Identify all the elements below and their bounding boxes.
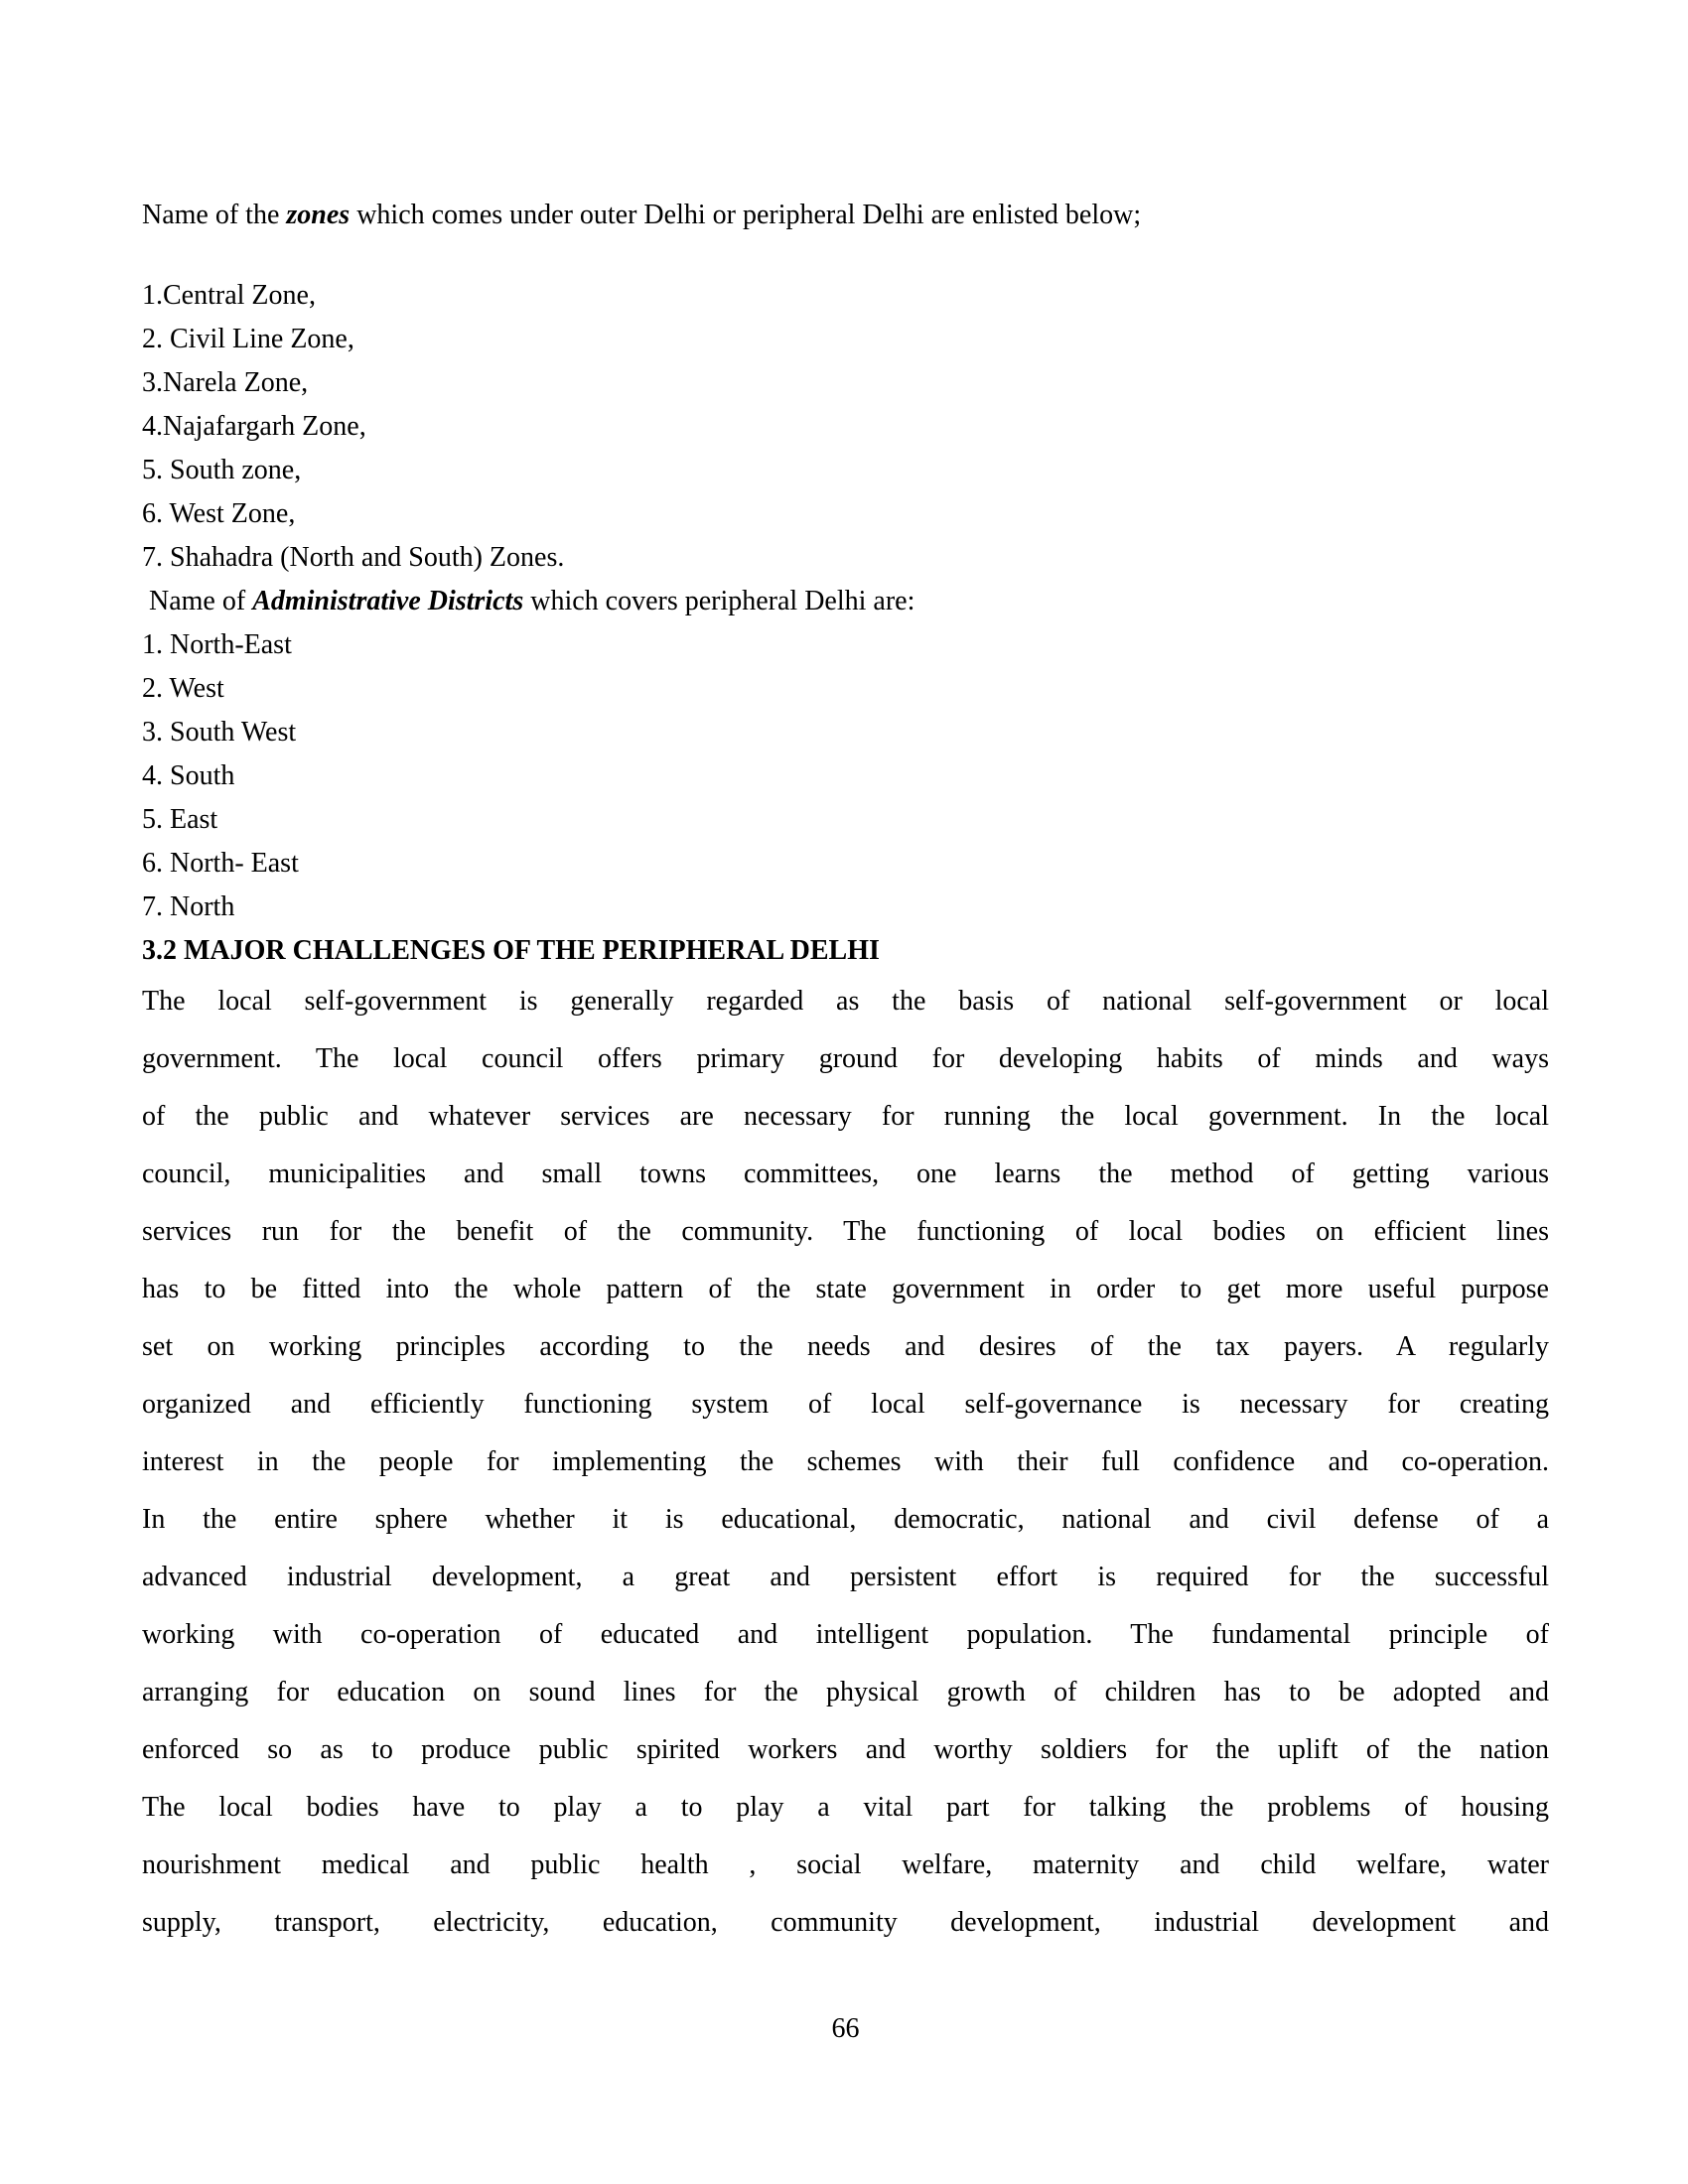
text-segment: zones	[286, 200, 351, 230]
paragraph-line: advanced industrial development, a great and persistent effort is required for the successful	[142, 1562, 1549, 1592]
list-item: 4. South	[142, 760, 235, 791]
list-item: 3.Narela Zone,	[142, 367, 309, 398]
page-content	[142, 194, 1549, 2051]
text-segment: Administrative Districts	[252, 586, 524, 616]
paragraph-line: government. The local council offers primary ground for developing habits of minds and ways	[142, 1043, 1549, 1074]
text-segment: which comes under outer Delhi or peripheral Delhi are enlisted below;	[350, 200, 1142, 230]
text-segment: Name of the	[142, 200, 287, 230]
paragraph-line: set on working principles according to the needs and desires of the tax payers. A regularly	[142, 1331, 1549, 1362]
paragraph-line: of the public and whatever services are necessary for running the local government. In the local	[142, 1101, 1549, 1132]
zones-intro-line	[142, 194, 1549, 237]
text-segment: which covers peripheral Delhi are:	[523, 586, 915, 616]
list-item: 2. West	[142, 673, 224, 704]
paragraph-line: The local self-government is generally regarded as the basis of national self-government or local	[142, 986, 1549, 1017]
section-heading: 3.2 MAJOR CHALLENGES OF THE PERIPHERAL DELHI	[142, 935, 880, 966]
districts-intro-line	[142, 580, 1549, 623]
paragraph-line: In the entire sphere whether it is educational, democratic, national and civil defense of a	[142, 1504, 1549, 1535]
list-item: 7. North	[142, 891, 235, 922]
paragraph-line: nourishment medical and public health , social welfare, maternity and child welfare, water	[142, 1849, 1549, 1880]
paragraph-line: The local bodies have to play a to play a vital part for talking the problems of housing	[142, 1792, 1549, 1823]
list-item: 6. West Zone,	[142, 498, 296, 529]
list-item: 5. South zone,	[142, 455, 302, 485]
paragraph-line: has to be fitted into the whole pattern of the state government in order to get more useful purpose	[142, 1274, 1549, 1304]
list-item: 1.Central Zone,	[142, 280, 316, 311]
paragraph-line: working with co-operation of educated and intelligent population. The fundamental principle of	[142, 1619, 1549, 1650]
list-item: 7. Shahadra (North and South) Zones.	[142, 542, 565, 573]
list-item: 4.Najafargarh Zone,	[142, 411, 366, 442]
list-item: 2. Civil Line Zone,	[142, 324, 354, 354]
paragraph-line: services run for the benefit of the community. The functioning of local bodies on efficient lines	[142, 1216, 1549, 1247]
list-item: 5. East	[142, 804, 218, 835]
paragraph-line: supply, transport, electricity, education, community development, industrial development and	[142, 1907, 1549, 1938]
list-item: 3. South West	[142, 717, 297, 748]
text-segment: Name of	[142, 586, 253, 616]
paragraph-line: enforced so as to produce public spirited workers and worthy soldiers for the uplift of the nation	[142, 1734, 1549, 1765]
list-item: 6. North- East	[142, 848, 299, 879]
list-item: 1. North-East	[142, 629, 292, 660]
body-paragraph	[142, 973, 1549, 1952]
paragraph-line: council, municipalities and small towns committees, one learns the method of getting various	[142, 1159, 1549, 1189]
zones-list	[142, 274, 1549, 580]
districts-list	[142, 623, 1549, 929]
paragraph-line: interest in the people for implementing the schemes with their full confidence and co-operation.	[142, 1446, 1549, 1477]
paragraph-line: organized and efficiently functioning system of local self-governance is necessary for creating	[142, 1389, 1549, 1420]
page-number: 66	[831, 2013, 860, 2044]
paragraph-line: arranging for education on sound lines for the physical growth of children has to be adopted and	[142, 1677, 1549, 1707]
